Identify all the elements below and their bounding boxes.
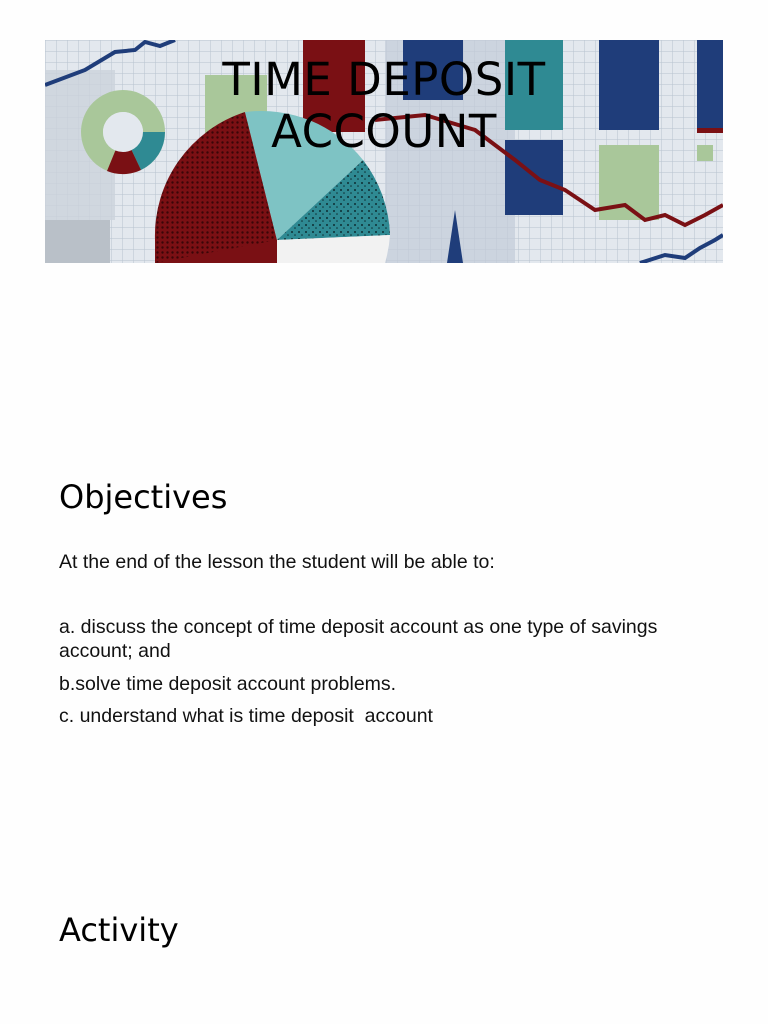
- slide-title-line-1: TIME DEPOSIT: [222, 53, 546, 106]
- objective-item-b: b.solve time deposit account problems.: [59, 673, 397, 695]
- title-banner: [45, 40, 723, 263]
- slide-title: [45, 54, 723, 158]
- objectives-intro: At the end of the lesson the student will be able to:: [59, 551, 495, 573]
- objectives-heading: Objectives: [59, 478, 228, 516]
- objective-item-c: c. understand what is time deposit account: [59, 705, 433, 727]
- activity-heading: Activity: [59, 911, 179, 949]
- objective-item-a: a. discuss the concept of time deposit account as one type of savings account; and: [59, 616, 658, 662]
- slide-title-line-2: ACCOUNT: [271, 105, 497, 158]
